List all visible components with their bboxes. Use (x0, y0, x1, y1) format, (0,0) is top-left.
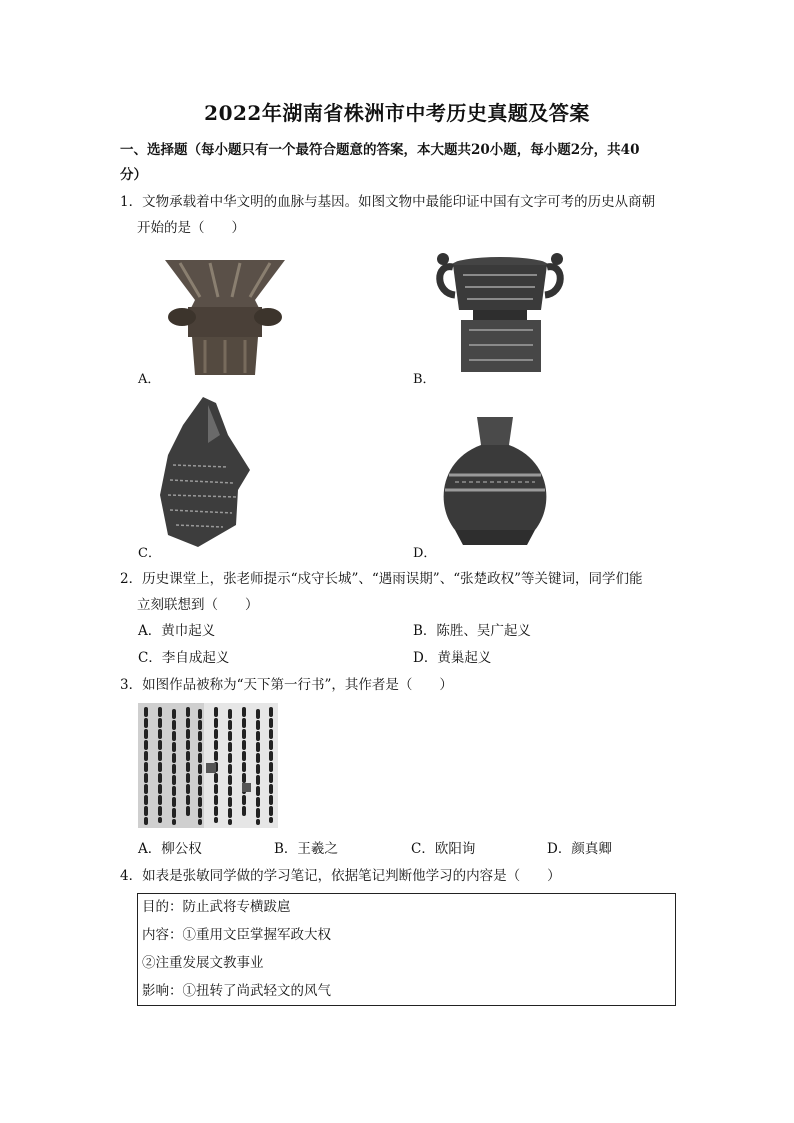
bronze-gui-image (433, 245, 568, 375)
q3-option-a: A．柳公权 (138, 841, 202, 857)
notes-row: 目的：防止武将专横跋扈 (142, 899, 291, 916)
notes-row: ②注重发展文教事业 (142, 954, 264, 971)
q1-option-a: A． (138, 372, 161, 387)
notes-row: 影响：①扭转了尚武轻文的风气 (142, 982, 331, 999)
study-notes-table (137, 893, 676, 1006)
q2-option-b: B．陈胜、吴广起义 (413, 623, 531, 639)
q2-option-c: C．李自成起义 (138, 650, 230, 666)
bronze-zun-image (160, 255, 290, 380)
q1-line2: 开始的是（ ） (137, 220, 245, 236)
q1-line1: 1．文物承载着中华文明的血脉与基因。如图文物中最能印证中国有文字可考的历史从商朝 (120, 194, 656, 210)
oracle-bone-image (158, 395, 253, 550)
section-heading-line2: 分） (120, 167, 147, 183)
section-heading (120, 138, 680, 188)
q3-text: 3．如图作品被称为“天下第一行书”，其作者是（ ） (120, 677, 453, 693)
pottery-jar-image (435, 415, 555, 550)
q3-option-c: C．欧阳询 (411, 841, 476, 857)
q1-option-d: D． (413, 546, 437, 561)
q2-text (120, 566, 690, 618)
q3-option-b: B．王羲之 (274, 841, 338, 857)
notes-row: 内容：①重用文臣掌握军政大权 (142, 927, 331, 944)
q1-option-b: B． (413, 372, 436, 387)
calligraphy-image (138, 703, 278, 828)
page-title: 2022年湖南省株洲市中考历史真题及答案 (204, 101, 590, 125)
section-heading-line1: 一、选择题（每小题只有一个最符合题意的答案，本大题共20小题，每小题2分，共40 (120, 142, 640, 158)
q2-line2: 立刻联想到（ ） (137, 597, 259, 613)
q1-text (120, 189, 690, 241)
q1-option-c: C． (138, 546, 161, 561)
q3-option-d: D．颜真卿 (547, 841, 612, 857)
q2-option-a: A．黄巾起义 (138, 623, 216, 639)
q4-text: 4．如表是张敏同学做的学习笔记，依据笔记判断他学习的内容是（ ） (120, 868, 561, 884)
q2-option-d: D．黄巢起义 (413, 650, 492, 666)
q2-line1: 2．历史课堂上，张老师提示“戍守长城”、“遇雨误期”、“张楚政权”等关键词，同学们能 (120, 571, 643, 587)
